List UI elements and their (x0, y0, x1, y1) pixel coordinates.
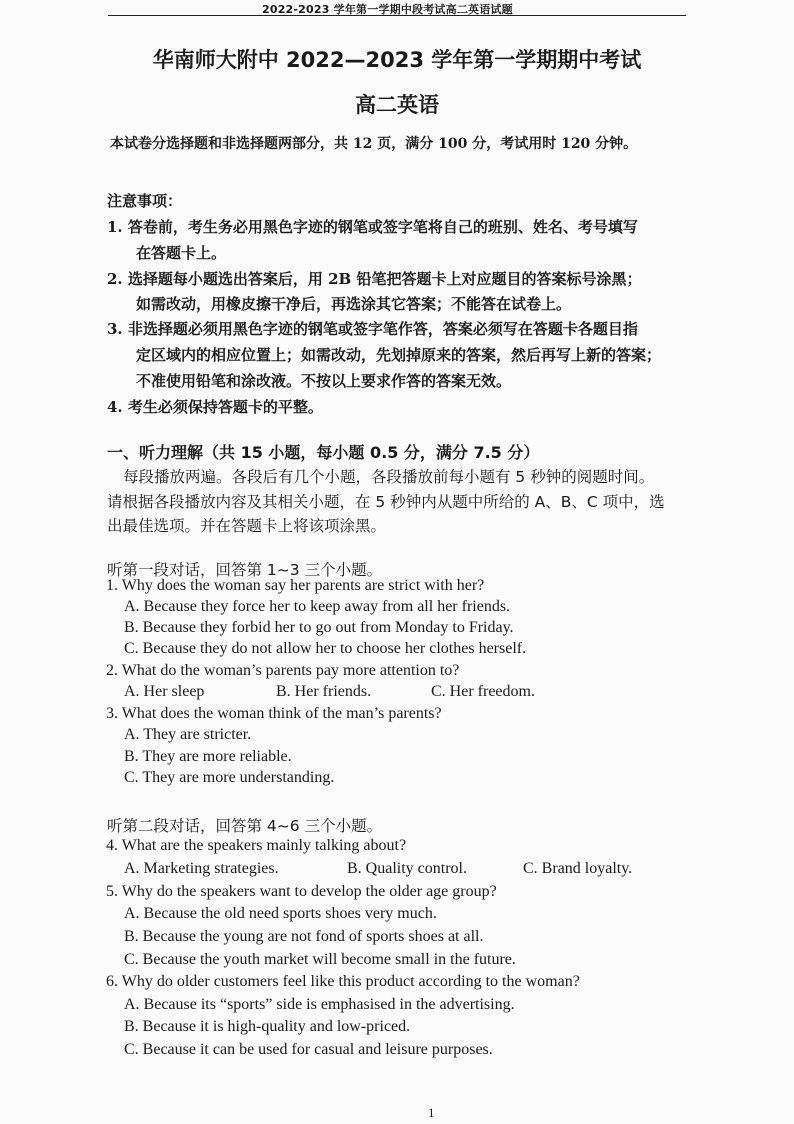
note-line: 定区域内的相应位置上；如需改动，先划掉原来的答案，然后再写上新的答案； (136, 346, 662, 364)
section-instructions: 请根据各段播放内容及其相关小题，在 5 秒钟内从题中所给的 A、B、C 项中，选 (107, 493, 665, 511)
option-b: B. They are more reliable. (124, 748, 292, 765)
option-c: C. Brand loyalty. (523, 860, 633, 877)
running-header: 2022-2023 学年第一学期中段考试高二英语试题 (262, 3, 513, 16)
notes-heading: 注意事项： (107, 192, 183, 210)
option-c: C. They are more understanding. (124, 769, 335, 786)
option-c: C. Because the youth market will become small in the future. (124, 951, 516, 968)
question-stem: 3. What does the woman think of the man’s parents? (106, 705, 442, 722)
question-stem: 6. Why do older customers feel like this product according to the woman? (106, 973, 580, 990)
option-c: C. Because they do not allow her to choose her clothes herself. (124, 640, 527, 657)
question-stem: 5. Why do the speakers want to develop the older age group? (106, 883, 497, 900)
section-instructions: 每段播放两遍。各段后有几个小题，各段播放前每小题有 5 秒钟的阅题时间。 (123, 468, 655, 486)
option-a: A. Because they force her to keep away from all her friends. (124, 598, 511, 615)
note-line: 2. 选择题每小题选出答案后，用 2B 铅笔把答题卡上对应题目的答案标号涂黑； (107, 270, 642, 288)
exam-intro: 本试卷分选择题和非选择题两部分，共 12 页，满分 100 分，考试用时 120 分钟。 (110, 136, 638, 152)
option-b: B. Quality control. (347, 860, 467, 877)
option-a: A. They are stricter. (124, 726, 252, 743)
question-stem: 1. Why does the woman say her parents are strict with her? (106, 577, 485, 594)
section-title: 一、听力理解（共 15 小题，每小题 0.5 分，满分 7.5 分） (107, 443, 540, 462)
note-line: 在答题卡上。 (136, 244, 227, 262)
note-line: 如需改动，用橡皮擦干净后，再选涂其它答案；不能答在试卷上。 (136, 295, 572, 313)
option-b: B. Because they forbid her to go out from Monday to Friday. (124, 619, 514, 636)
option-b: B. Because it is high-quality and low-priced. (124, 1018, 411, 1035)
section-instructions: 出最佳选项。并在答题卡上将该项涂黑。 (107, 517, 387, 535)
exam-title: 华南师大附中 2022—2023 学年第一学期期中考试 (152, 48, 642, 72)
question-stem: 2. What do the woman’s parents pay more attention to? (106, 662, 460, 679)
header-divider (108, 15, 686, 16)
note-line: 不准使用铅笔和涂改液。不按以上要求作答的答案无效。 (136, 372, 512, 390)
page-number: 1 (428, 1105, 435, 1120)
note-line: 4. 考生必须保持答题卡的平整。 (107, 398, 323, 416)
option-b: B. Her friends. (276, 683, 372, 700)
question-stem: 4. What are the speakers mainly talking about? (106, 837, 407, 854)
option-c: C. Her freedom. (431, 683, 535, 700)
segment-heading: 听第二段对话，回答第 4~6 三个小题。 (107, 817, 383, 835)
option-a: A. Marketing strategies. (124, 860, 279, 877)
note-line: 1. 答卷前，考生务必用黑色字迹的钢笔或签字笔将自己的班别、姓名、考号填写 (107, 218, 638, 236)
exam-subject: 高二英语 (355, 93, 439, 117)
option-a: A. Her sleep (124, 683, 205, 700)
option-b: B. Because the young are not fond of sports shoes at all. (124, 928, 484, 945)
note-line: 3. 非选择题必须用黑色字迹的钢笔或签字笔作答，答案必须写在答题卡各题目指 (107, 320, 638, 338)
segment-heading: 听第一段对话，回答第 1~3 三个小题。 (107, 561, 383, 579)
option-a: A. Because the old need sports shoes very much. (124, 905, 437, 922)
option-c: C. Because it can be used for casual and leisure purposes. (124, 1041, 493, 1058)
option-a: A. Because its “sports” side is emphasised in the advertising. (124, 996, 515, 1013)
